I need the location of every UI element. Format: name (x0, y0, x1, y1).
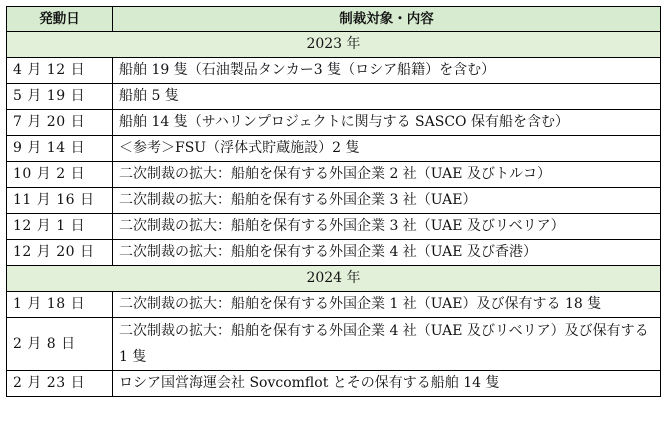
date-cell: 11 月 16 日 (7, 188, 113, 214)
header-content: 制裁対象・内容 (113, 7, 661, 32)
table-row (7, 188, 661, 214)
content-cell: 二次制裁の拡大：船舶を保有する外国企業 3 社（UAE 及びリベリア） (113, 214, 661, 240)
year-row-2023 (7, 32, 661, 58)
content-cell: 二次制裁の拡大：船舶を保有する外国企業 1 社（UAE）及び保有する 18 隻 (113, 292, 661, 318)
content-cell: 二次制裁の拡大：船舶を保有する外国企業 4 社（UAE 及びリベリア）及び保有する 1 隻 (113, 318, 661, 371)
table-row (7, 84, 661, 110)
year-label: 2024 年 (7, 266, 661, 292)
table-row (7, 110, 661, 136)
content-cell: 船舶 14 隻（サハリンプロジェクトに関与する SASCO 保有船を含む） (113, 110, 661, 136)
content-cell: ロシア国営海運会社 Sovcomflot とその保有する船舶 14 隻 (113, 371, 661, 397)
header-date: 発動日 (7, 7, 113, 32)
content-cell: 船舶 5 隻 (113, 84, 661, 110)
date-cell: 2 月 8 日 (7, 318, 113, 371)
date-cell: 2 月 23 日 (7, 371, 113, 397)
content-cell: ＜参考＞FSU（浮体式貯蔵施設）2 隻 (113, 136, 661, 162)
table-row (7, 292, 661, 318)
date-cell: 12 月 1 日 (7, 214, 113, 240)
table-row (7, 318, 661, 371)
date-cell: 4 月 12 日 (7, 58, 113, 84)
date-cell: 5 月 19 日 (7, 84, 113, 110)
sanctions-table (6, 6, 661, 397)
year-label: 2023 年 (7, 32, 661, 58)
table-row (7, 240, 661, 266)
date-cell: 9 月 14 日 (7, 136, 113, 162)
date-cell: 1 月 18 日 (7, 292, 113, 318)
content-cell: 船舶 19 隻（石油製品タンカー3 隻（ロシア船籍）を含む） (113, 58, 661, 84)
table-header-row (7, 7, 661, 32)
content-cell: 二次制裁の拡大：船舶を保有する外国企業 2 社（UAE 及びトルコ） (113, 162, 661, 188)
table-row (7, 371, 661, 397)
content-cell: 二次制裁の拡大：船舶を保有する外国企業 4 社（UAE 及び香港） (113, 240, 661, 266)
table-row (7, 214, 661, 240)
table-row (7, 58, 661, 84)
year-row-2024 (7, 266, 661, 292)
table-row (7, 136, 661, 162)
date-cell: 12 月 20 日 (7, 240, 113, 266)
date-cell: 7 月 20 日 (7, 110, 113, 136)
table-row (7, 162, 661, 188)
content-cell: 二次制裁の拡大：船舶を保有する外国企業 3 社（UAE） (113, 188, 661, 214)
date-cell: 10 月 2 日 (7, 162, 113, 188)
